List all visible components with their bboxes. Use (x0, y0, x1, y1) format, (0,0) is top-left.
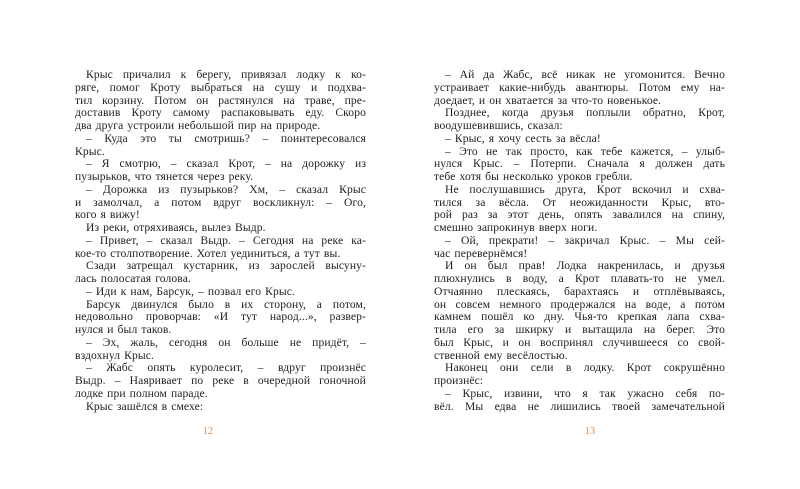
text-line: смешно запрокинув вверх ноги. (434, 221, 598, 234)
text-line: – Куда это ты смотришь? – поинтересовался (86, 131, 366, 145)
text-line: Крыс. (75, 144, 105, 158)
text-line: два друга устроили небольшой пир на природе. (75, 119, 321, 132)
text-line: лась полосатая голова. (75, 272, 191, 285)
text-line: нулся и был таков. (75, 323, 172, 336)
text-line: устраивает какие-нибудь авантюры. Потом ему на- (434, 80, 725, 94)
text-line: тил корзину. Потом он растянулся на траве, пре- (75, 93, 366, 107)
text-line: Сзади затрещал кустарник, из зарослей высуну- (86, 259, 366, 273)
text-line: кого я вижу! (75, 208, 140, 222)
text-line: камнем пошёл ко дну. Чья-то крепкая лапа схва- (434, 310, 725, 324)
text-line: ряге, помог Кроту выбраться на сушу и подхва- (75, 80, 366, 94)
text-line: ственной ему весёлостью. (434, 348, 568, 362)
text-line: – Дорожка из пузырьков? Хм, – сказал Крыс (86, 182, 366, 196)
text-line: и замолчал, а потом вдруг воскликнул: – Ого, (75, 195, 366, 209)
left-page-text (75, 69, 366, 413)
text-line: доедает, и он хватается за что-то новенькое. (434, 93, 662, 107)
text-line: Крыс причалил к берегу, привязал лодку к ко- (86, 68, 366, 81)
text-line: – Ой, прекрати! – закричал Крыс. – Мы сей- (445, 233, 725, 247)
text-line: пузырьков, что тянется через реку. (75, 170, 254, 183)
text-line: Из реки, отряхиваясь, вылез Выдр. (86, 221, 266, 234)
text-line: Выдр. – Наяривает по реке в очередной гоночной (75, 374, 366, 387)
text-line: – Я смотрю, – сказал Крот, – на дорожку из (86, 157, 366, 171)
text-line: недовольно проворчав: «И тут народ...», развер- (75, 310, 366, 324)
text-line: тила его за шкирку и вытащила на берег. Это (434, 323, 725, 336)
text-line: И он был прав! Лодка накренилась, и друзья (445, 259, 725, 273)
text-line: кое-то столпотворение. Хотел уединиться, а тут вы. (75, 246, 341, 260)
text-line: – Это не так просто, как тебе кажется, – улыб- (445, 144, 725, 158)
text-line: – Крыс, извини, что я так ужасно себя по- (445, 386, 725, 400)
text-line: – Привет, – сказал Выдр. – Сегодня на реке ка- (86, 233, 366, 247)
page-number-right: 13 (585, 426, 595, 437)
text-line: Барсук двинулся было в их сторону, а потом, (86, 297, 366, 311)
text-line: – Ай да Жабс, всё никак не угомонится. Вечно (445, 68, 725, 81)
text-line: вёл. Мы едва не лишились твоей замечательной (434, 399, 725, 413)
text-line: час перевернёмся! (434, 246, 528, 260)
text-line: воодушевившись, сказал: (434, 119, 563, 132)
text-line: был Крыс, и он воспринял случившееся со свой- (434, 335, 725, 349)
text-line: доставив Кроту самому распаковывать еду. Скоро (75, 106, 366, 120)
text-line: – Жабс опять куролесит, – вдруг произнёс (86, 361, 366, 375)
text-line: тебе хотя бы несколько уроков гребли. (434, 170, 633, 183)
text-line: Не послушавшись друга, Крот вскочил и схва- (445, 182, 725, 196)
text-line: Отчаянно плескаясь, барахтаясь и отплёвываясь, (434, 284, 725, 298)
text-line: Крыс зашёлся в смехе: (86, 399, 204, 413)
right-page-text (434, 69, 725, 413)
page-number-left: 12 (203, 426, 213, 437)
text-line: – Эх, жаль, сегодня он больше не придёт, – (86, 335, 366, 349)
text-line: Позднее, когда друзья поплыли обратно, Крот, (445, 106, 725, 120)
text-line: – Крыс, я хочу сесть за вёсла! (445, 131, 601, 145)
text-line: вздохнул Крыс. (75, 348, 154, 362)
text-line: плюхнулись в воду, а Крот плавать-то не умел. (434, 272, 725, 285)
text-line: рой раз за этот день, опять завалился на спину, (434, 208, 725, 222)
text-line: он совсем немного продержался на воде, а потом (434, 297, 725, 311)
text-line: лодке при полном параде. (75, 386, 208, 400)
text-line: – Иди к нам, Барсук, – позвал его Крыс. (86, 284, 296, 298)
text-line: нулся Крыс. – Потерпи. Сначала я должен дать (434, 157, 725, 171)
text-line: произнёс: (434, 374, 484, 387)
text-line: тился за вёсла. От неожиданности Крыс, вто- (434, 195, 725, 209)
text-line: Наконец они сели в лодку. Крот сокрушённо (445, 361, 725, 375)
